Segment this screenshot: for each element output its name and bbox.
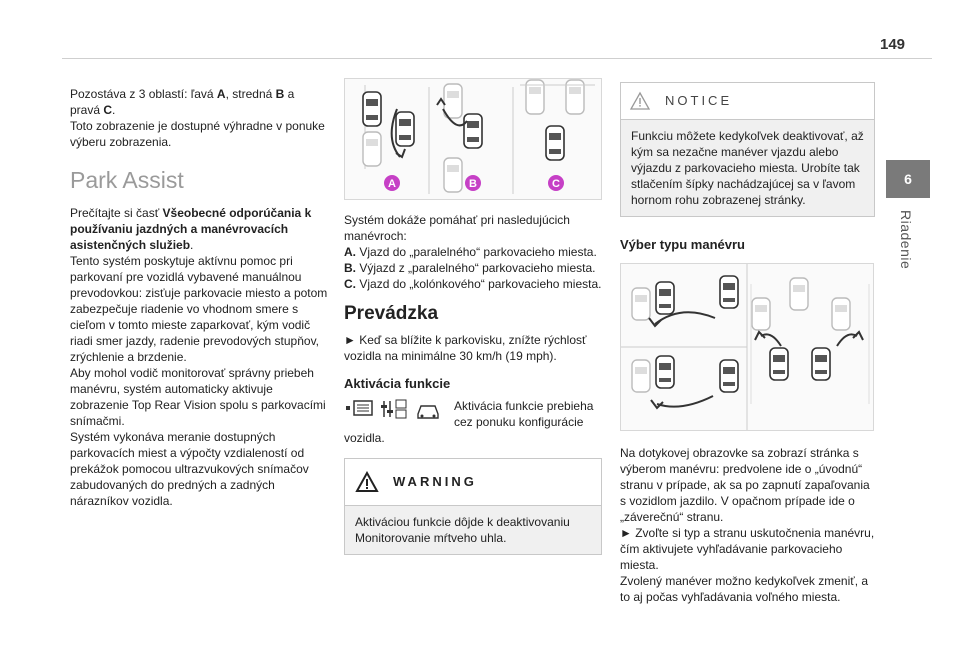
list-item: B. Výjazd z „paralelného“ parkovacieho miesta. — [344, 261, 596, 275]
zone-a-label: A — [388, 178, 396, 190]
read-note — [70, 205, 332, 253]
selection-step: ► Zvoľte si typ a stranu uskutočnenia manévru, čím aktivujete vyhľadávanie parkovacieho miesta. — [620, 526, 875, 572]
manoeuvre-intro: Systém dokáže pomáhať pri nasledujúcich manévroch: — [344, 213, 570, 243]
intro-text: a — [284, 87, 295, 101]
section-heading-park-assist: Park Assist — [70, 167, 184, 193]
moving-car-icon — [720, 276, 738, 308]
bullet-icon: ► — [344, 333, 356, 347]
moving-car-icon — [720, 360, 738, 392]
intro-paragraph — [70, 86, 332, 150]
read-note-text: Prečítajte si časť — [70, 206, 163, 220]
parked-car-icon — [656, 356, 674, 388]
description-paragraph: Aby mohol vodič monitorovať správny priebeh manévru, systém automaticky aktivuje zobrazenie Top Rear Vision spolu s parkovacími snímačmi. — [70, 366, 326, 428]
intro-text: Toto zobrazenie je dostupné výhradne v ponuke výberu zobrazenia. — [70, 119, 325, 149]
description-paragraph: Tento systém poskytuje aktívnu pomoc pri parkovaní pre vozidlá vybavené manuálnou prevodovkou: zisťuje parkovacie miesto a potom zabezpečuje riadenie vo vhodnom smere s cieľom v tomto mieste zaparkovať, kým vodič riadi smer jazdy, radenie prevodových stupňov, zrýchlenie a brzdenie. — [70, 254, 328, 364]
list-item: C. Vjazd do „kolónkového“ parkovacieho miesta. — [344, 277, 602, 291]
parked-car-icon — [656, 282, 674, 314]
zone-c-ref: C — [103, 103, 113, 117]
section-heading-operation: Prevádzka — [344, 303, 439, 324]
description-paragraph: Systém vykonáva meranie dostupných parkovacích miest a výpočty vzdialeností od prekážok pomocou ultrazvukových snímačov zabudovaných do predných a zadných nárazníkov vozidla. — [70, 430, 309, 508]
notice-title: NOTICE — [665, 93, 733, 108]
bullet-icon: ► — [620, 526, 632, 540]
zone-c-label: C — [552, 178, 560, 190]
ghost-car-icon — [832, 298, 850, 330]
ghost-car-icon — [632, 288, 650, 320]
intro-text: pravá — [70, 103, 104, 117]
moving-car-icon — [396, 112, 414, 146]
moving-car-icon — [812, 348, 830, 380]
intro-text: Pozostáva z 3 oblastí: ľavá — [70, 87, 217, 101]
notice-header — [621, 83, 874, 120]
moving-car-icon — [770, 348, 788, 380]
notice-icon — [629, 91, 651, 111]
manoeuvre-selection-illustration — [620, 263, 874, 431]
chapter-tab[interactable]: 6 — [886, 160, 930, 198]
section-heading-activation: Aktivácia funkcie — [344, 376, 451, 391]
activation-row — [344, 398, 602, 430]
column-middle — [344, 78, 602, 555]
settings-menu-icon — [344, 398, 448, 420]
manoeuvre-list — [344, 244, 602, 292]
zone-a-ref: A — [216, 87, 226, 101]
manoeuvre-illustration — [344, 78, 602, 200]
ghost-car-icon — [752, 298, 770, 330]
ghost-car-icon — [790, 278, 808, 310]
zone-b-label: B — [469, 178, 477, 190]
notice-box — [620, 82, 875, 217]
activation-text: Aktivácia funkcie prebieha cez ponuku konfigurácie — [454, 399, 594, 429]
notice-text: Funkciu môžete kedykoľvek deaktivovať, až kým sa nezačne manéver vjazdu alebo výjazdu z parkovacieho miesta. Urobíte tak stlačením šípky nachádzajúcej sa v ľavom hornom rohu zobrazenej stránky. — [631, 129, 864, 207]
moving-car-icon — [464, 114, 482, 148]
section-heading-manoeuvre-type: Výber typu manévru — [620, 237, 745, 252]
warning-title: WARNING — [393, 474, 477, 489]
ghost-car-icon — [444, 158, 462, 192]
intro-text: . — [112, 103, 116, 117]
list-item: A. Vjazd do „paralelného“ parkovacieho miesta. — [344, 245, 597, 259]
selection-paragraph: Na dotykovej obrazovke sa zobrazí stránka s výberom manévru: predvolene ide o „úvodnú“ stranu v prípade, ak sa po zapnutí zapaľovania s vozidlom jazdilo. V opačnom prípade ide o „záverečnú“ stranu. — [620, 446, 870, 524]
page-number: 149 — [880, 36, 906, 53]
activation-text: vozidla. — [344, 431, 385, 445]
column-left — [70, 86, 332, 509]
read-note-link[interactable]: Všeobecné odporúčania k používaniu jazdných a manévrovacích asistenčných služieb — [70, 206, 312, 252]
ghost-car-icon — [632, 360, 650, 392]
zone-b-ref: B — [275, 87, 285, 101]
column-right — [620, 82, 875, 605]
warning-icon — [355, 471, 379, 493]
warning-text: Aktiváciou funkcie dôjde k deaktivovaniu Monitorovanie mŕtveho uhla. — [355, 515, 570, 545]
chapter-label: Riadenie — [898, 210, 914, 270]
read-note-text: . — [190, 238, 194, 252]
ghost-car-icon — [444, 84, 462, 118]
selection-paragraph: Zvolený manéver možno kedykoľvek zmeniť, a to aj počas vyhľadávania voľného miesta. — [620, 574, 869, 604]
warning-header — [345, 459, 601, 506]
header-divider — [62, 58, 932, 59]
moving-car-icon — [546, 126, 564, 160]
operation-step: ► Keď sa blížite k parkovisku, znížte rýchlosť vozidla na minimálne 30 km/h (19 mph). — [344, 333, 587, 363]
warning-box — [344, 458, 602, 555]
intro-text: , stredná — [225, 87, 276, 101]
ghost-car-icon — [363, 132, 381, 166]
parked-car-icon — [363, 92, 381, 126]
